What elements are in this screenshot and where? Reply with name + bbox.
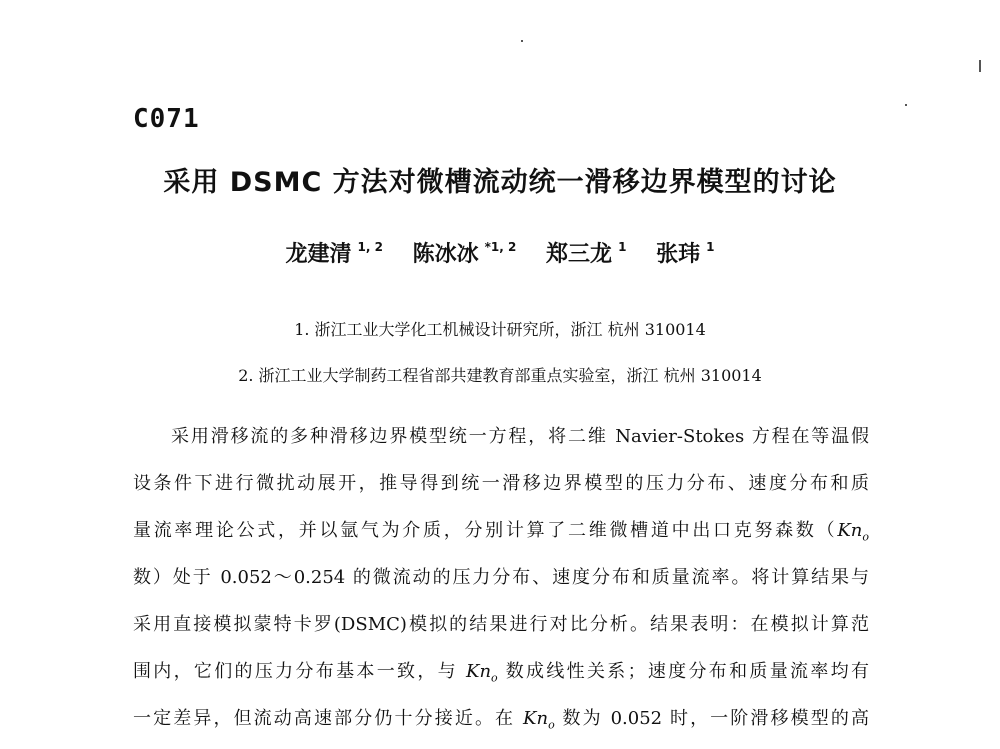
abstract-line: 采用直接模拟蒙特卡罗(DSMC)模拟的结果进行对比分析。结果表明：在模拟计算范 — [133, 614, 869, 635]
author-affiliation-mark: 1, 2 — [357, 240, 383, 254]
affiliation: 2. 浙江工业大学制药工程省部共建教育部重点实验室，浙江 杭州 310014 — [238, 366, 762, 385]
abstract-line: 数）处于 0.052～0.254 的微流动的压力分布、速度分布和质量流率。将计算结果与 — [133, 567, 869, 588]
scan-speck — [521, 40, 523, 42]
abstract-line: 围内，它们的压力分布基本一致，与 $Kn_o$ 数成线性关系；速度分布和质量流率均有 — [133, 661, 869, 685]
abstract-line: 量流率理论公式，并以氩气为介质，分别计算了二维微槽道中出口克努森数（$Kn_o$ — [133, 520, 869, 544]
author-name: 龙建清 — [285, 242, 352, 267]
abstract-line: 设条件下进行微扰动展开，推导得到统一滑移边界模型的压力分布、速度分布和质 — [133, 473, 869, 494]
paper-title: 采用 DSMC 方法对微槽流动统一滑移边界模型的讨论 — [163, 167, 837, 198]
author-name: 郑三龙 — [546, 242, 613, 267]
abstract-line: 一定差异，但流动高速部分仍十分接近。在 $Kn_o$ 数为 0.052 时，一阶滑移模型的高 — [133, 708, 869, 732]
scan-speck — [979, 60, 981, 72]
author-affiliation-mark: 1 — [618, 240, 627, 254]
author-affiliation-mark: 1 — [706, 240, 715, 254]
abstract — [133, 420, 869, 749]
author-list — [0, 237, 1000, 268]
author — [546, 237, 626, 268]
paper-code: C071 — [133, 104, 200, 134]
affiliation: 1. 浙江工业大学化工机械设计研究所，浙江 杭州 310014 — [294, 320, 706, 339]
author-name: 张玮 — [656, 242, 701, 267]
author — [286, 237, 383, 268]
knudsen-symbol: $Kn_o$ — [466, 661, 498, 685]
author-affiliation-mark: *1, 2 — [484, 240, 517, 254]
knudsen-symbol: $Kn_o$ — [837, 520, 869, 544]
author — [656, 237, 714, 268]
scan-speck — [905, 104, 907, 106]
author-name: 陈冰冰 — [412, 242, 479, 267]
author — [413, 237, 517, 268]
abstract-line: 采用滑移流的多种滑移边界模型统一方程，将二维 Navier-Stokes 方程在等温假 — [171, 426, 869, 447]
knudsen-symbol: $Kn_o$ — [523, 708, 555, 732]
